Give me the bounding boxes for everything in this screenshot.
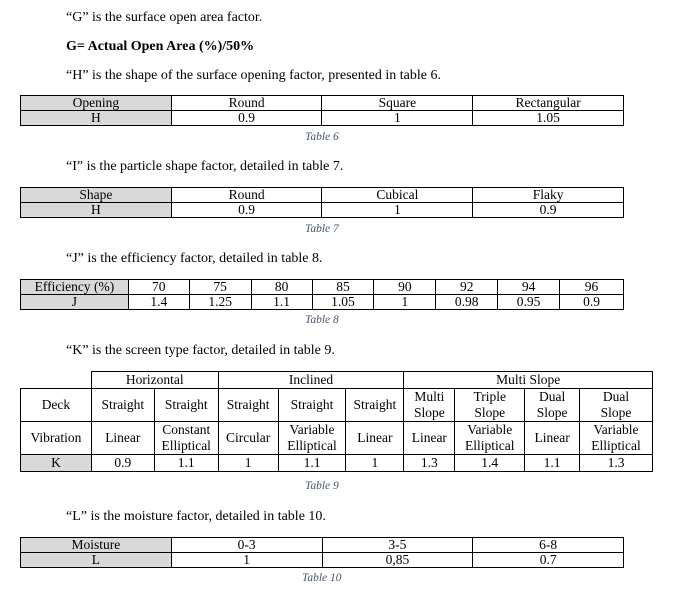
table-7-value-row — [21, 203, 624, 218]
table-9-row-label: Vibration — [21, 422, 92, 455]
table-8-value-cell: J — [21, 295, 129, 310]
table-10-caption: Table 10 — [302, 572, 342, 584]
table-7-header-cell: Cubical — [322, 188, 473, 203]
table-9-deck-cell: Multi Slope — [404, 389, 455, 422]
table-6-header-cell: Rectangular — [473, 96, 624, 111]
table-6-value-cell: 0.9 — [171, 111, 322, 126]
table-9-k-cell: 1 — [218, 455, 278, 472]
table-9-deck-cell: Dual Slope — [580, 389, 653, 422]
table-6-header-cell: Round — [171, 96, 322, 111]
l-factor-intro: “L” is the moisture factor, detailed in table 10. — [66, 509, 326, 524]
table-6-value-cell: 1.05 — [473, 111, 624, 126]
table-10-header-row — [21, 538, 624, 553]
table-9-row-label: K — [21, 455, 92, 472]
table-9-vibration-cell: Variable Elliptical — [580, 422, 653, 455]
table-6-header-cell: Opening — [21, 96, 172, 111]
table-9-caption: Table 9 — [305, 480, 339, 492]
table-10-header-cell: 6-8 — [473, 538, 624, 553]
table-7-value-cell: H — [21, 203, 172, 218]
table-7 — [20, 187, 624, 218]
table-7-header-cell: Round — [171, 188, 322, 203]
table-7-caption: Table 7 — [305, 223, 339, 235]
table-9-deck-cell: Straight — [154, 389, 218, 422]
table-9-group-row — [21, 372, 653, 389]
table-9-group-cell: Horizontal — [91, 372, 218, 389]
table-8-header-cell: 80 — [251, 280, 312, 295]
table-9-vibration-cell: Linear — [91, 422, 154, 455]
i-factor-intro: “I” is the particle shape factor, detailed in table 7. — [66, 159, 344, 174]
table-9-deck-row — [21, 389, 653, 422]
table-7-value-cell: 0.9 — [171, 203, 322, 218]
table-8-value-cell: 0.9 — [560, 295, 624, 310]
table-8-value-cell: 1.25 — [189, 295, 251, 310]
table-6 — [20, 95, 624, 126]
table-8-value-cell: 1.4 — [128, 295, 189, 310]
table-6-header-cell: Square — [322, 96, 473, 111]
table-8-header-cell: 94 — [498, 280, 560, 295]
j-factor-intro: “J” is the efficiency factor, detailed in table 8. — [66, 251, 323, 266]
table-8-value-row — [21, 295, 624, 310]
table-8-header-cell: 70 — [128, 280, 189, 295]
table-9-vibration-cell: Linear — [525, 422, 580, 455]
table-9-vibration-cell: Linear — [346, 422, 404, 455]
g-factor-intro: “G” is the surface open area factor. — [66, 10, 263, 25]
table-10-header-cell: Moisture — [21, 538, 172, 553]
table-10-header-cell: 3-5 — [322, 538, 473, 553]
table-7-value-cell: 0.9 — [473, 203, 624, 218]
table-9-k-cell: 1.1 — [154, 455, 218, 472]
table-8 — [20, 279, 624, 310]
table-9-k-cell: 1.1 — [278, 455, 346, 472]
table-10-value-cell: 0.7 — [473, 553, 624, 568]
table-9-k-cell: 1.3 — [404, 455, 455, 472]
table-6-value-cell: H — [21, 111, 172, 126]
table-9-k-cell: 1.1 — [525, 455, 580, 472]
table-9-corner-cell — [21, 372, 92, 389]
table-10-value-cell: 0,85 — [322, 553, 473, 568]
table-9-vibration-cell: Variable Elliptical — [278, 422, 346, 455]
table-9-k-cell: 1 — [346, 455, 404, 472]
table-10 — [20, 537, 624, 568]
table-8-header-cell: 85 — [312, 280, 374, 295]
table-9-row-label: Deck — [21, 389, 92, 422]
table-9-group-cell: Inclined — [218, 372, 404, 389]
table-8-header-cell: 90 — [374, 280, 436, 295]
table-8-header-cell: Efficiency (%) — [21, 280, 129, 295]
table-9-deck-cell: Straight — [91, 389, 154, 422]
table-8-value-cell: 0.95 — [498, 295, 560, 310]
table-7-value-cell: 1 — [322, 203, 473, 218]
table-7-header-cell: Flaky — [473, 188, 624, 203]
table-9-deck-cell: Straight — [278, 389, 346, 422]
table-10-value-cell: 1 — [171, 553, 322, 568]
table-6-value-cell: 1 — [322, 111, 473, 126]
table-9-k-cell: 1.3 — [580, 455, 653, 472]
table-6-caption: Table 6 — [305, 131, 339, 143]
table-9-vibration-cell: Constant Elliptical — [154, 422, 218, 455]
table-6-value-row — [21, 111, 624, 126]
table-9-k-row — [21, 455, 653, 472]
table-10-header-cell: 0-3 — [171, 538, 322, 553]
table-9-deck-cell: Straight — [218, 389, 278, 422]
table-9-k-cell: 1.4 — [455, 455, 525, 472]
table-9-vibration-cell: Linear — [404, 422, 455, 455]
table-7-header-row — [21, 188, 624, 203]
table-9-vibration-cell: Variable Elliptical — [455, 422, 525, 455]
h-factor-intro: “H” is the shape of the surface opening factor, presented in table 6. — [66, 68, 441, 83]
table-8-value-cell: 1 — [374, 295, 436, 310]
table-9-k-cell: 0.9 — [91, 455, 154, 472]
table-8-header-cell: 96 — [560, 280, 624, 295]
table-8-value-cell: 1.05 — [312, 295, 374, 310]
table-8-caption: Table 8 — [305, 314, 339, 326]
table-9-vibration-cell: Circular — [218, 422, 278, 455]
table-8-header-cell: 92 — [436, 280, 498, 295]
table-10-value-cell: L — [21, 553, 172, 568]
table-8-header-cell: 75 — [189, 280, 251, 295]
k-factor-intro: “K” is the screen type factor, detailed in table 9. — [66, 343, 335, 358]
table-8-header-row — [21, 280, 624, 295]
table-8-value-cell: 0.98 — [436, 295, 498, 310]
table-9-group-cell: Multi Slope — [404, 372, 653, 389]
table-7-header-cell: Shape — [21, 188, 172, 203]
g-formula: G= Actual Open Area (%)/50% — [66, 39, 255, 54]
table-6-header-row — [21, 96, 624, 111]
table-9-deck-cell: Triple Slope — [455, 389, 525, 422]
table-9-deck-cell: Straight — [346, 389, 404, 422]
table-9-deck-cell: Dual Slope — [525, 389, 580, 422]
table-10-value-row — [21, 553, 624, 568]
table-9 — [20, 371, 653, 472]
table-8-value-cell: 1.1 — [251, 295, 312, 310]
table-9-vibration-row — [21, 422, 653, 455]
